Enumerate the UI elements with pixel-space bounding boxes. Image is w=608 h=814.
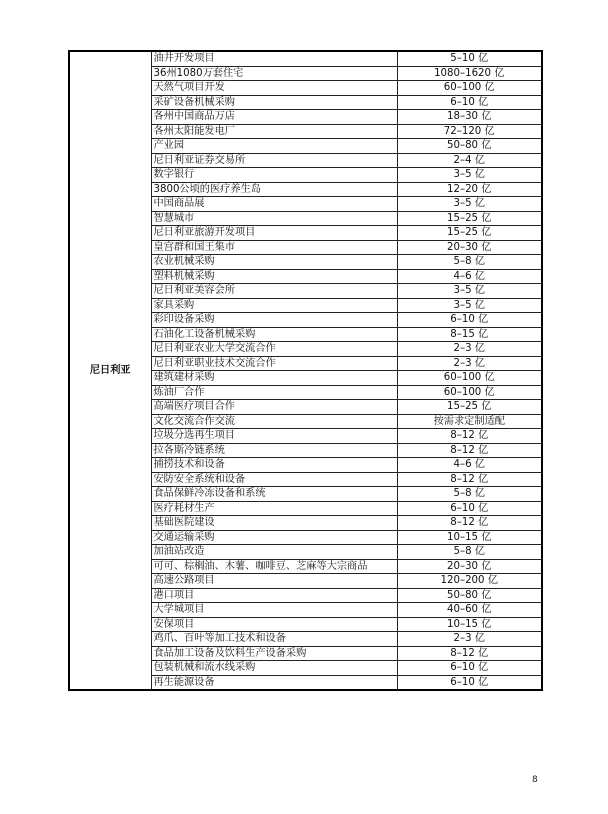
investment-amount-cell: 8–12 亿 — [397, 443, 542, 458]
investment-amount-cell: 2–4 亿 — [397, 153, 542, 168]
investment-amount-cell: 6–10 亿 — [397, 675, 542, 690]
project-name-cell: 食品保鲜冷冻设备和系统 — [151, 487, 397, 502]
investment-amount-cell: 4–6 亿 — [397, 458, 542, 473]
project-name-cell: 安保项目 — [151, 617, 397, 632]
investment-amount-cell: 20–30 亿 — [397, 559, 542, 574]
investment-amount-cell: 5–8 亿 — [397, 545, 542, 560]
investment-amount-cell: 15–25 亿 — [397, 400, 542, 415]
investment-amount-cell: 5–10 亿 — [397, 51, 542, 66]
project-name-cell: 农业机械采购 — [151, 255, 397, 270]
project-name-cell: 3800公顷的医疗养生岛 — [151, 182, 397, 197]
project-name-cell: 食品加工设备及饮料生产设备采购 — [151, 646, 397, 661]
investment-amount-cell: 3–5 亿 — [397, 168, 542, 183]
project-name-cell: 拉各斯冷链系统 — [151, 443, 397, 458]
project-name-cell: 捕捞技术和设备 — [151, 458, 397, 473]
investment-amount-cell: 3–5 亿 — [397, 197, 542, 212]
investment-amount-cell: 18–30 亿 — [397, 110, 542, 125]
investment-amount-cell: 8–12 亿 — [397, 472, 542, 487]
investment-amount-cell: 按需求定制适配 — [397, 414, 542, 429]
investment-amount-cell: 6–10 亿 — [397, 95, 542, 110]
investment-amount-cell: 3–5 亿 — [397, 298, 542, 313]
investment-amount-cell: 50–80 亿 — [397, 139, 542, 154]
project-name-cell: 再生能源设备 — [151, 675, 397, 690]
investment-amount-cell: 60–100 亿 — [397, 371, 542, 386]
project-name-cell: 炼油厂合作 — [151, 385, 397, 400]
project-name-cell: 各州太阳能发电厂 — [151, 124, 397, 139]
investment-amount-cell: 10–15 亿 — [397, 530, 542, 545]
country-cell: 尼日利亚 — [69, 51, 151, 690]
project-name-cell: 彩印设备采购 — [151, 313, 397, 328]
investment-amount-cell: 6–10 亿 — [397, 501, 542, 516]
project-name-cell: 高速公路项目 — [151, 574, 397, 589]
investment-amount-cell: 8–12 亿 — [397, 646, 542, 661]
project-name-cell: 文化交流合作交流 — [151, 414, 397, 429]
investment-amount-cell: 4–6 亿 — [397, 269, 542, 284]
project-name-cell: 大学城项目 — [151, 603, 397, 618]
project-name-cell: 塑料机械采购 — [151, 269, 397, 284]
investment-amount-cell: 60–100 亿 — [397, 385, 542, 400]
project-name-cell: 垃圾分选再生项目 — [151, 429, 397, 444]
investment-amount-cell: 3–5 亿 — [397, 284, 542, 299]
project-name-cell: 尼日利亚美容会所 — [151, 284, 397, 299]
investment-amount-cell: 12–20 亿 — [397, 182, 542, 197]
project-name-cell: 天然气项目开发 — [151, 81, 397, 96]
project-name-cell: 安防安全系统和设备 — [151, 472, 397, 487]
project-name-cell: 尼日利亚旅游开发项目 — [151, 226, 397, 241]
project-name-cell: 尼日利亚职业技术交流合作 — [151, 356, 397, 371]
projects-table-body — [69, 51, 542, 690]
project-name-cell: 基础医院建设 — [151, 516, 397, 531]
project-name-cell: 鸡爪、百叶等加工技术和设备 — [151, 632, 397, 647]
project-name-cell: 交通运输采购 — [151, 530, 397, 545]
page-number: 8 — [532, 775, 538, 785]
project-name-cell: 各州中国商品万店 — [151, 110, 397, 125]
investment-amount-cell: 5–8 亿 — [397, 487, 542, 502]
investment-amount-cell: 10–15 亿 — [397, 617, 542, 632]
project-name-cell: 港口项目 — [151, 588, 397, 603]
investment-amount-cell: 8–12 亿 — [397, 429, 542, 444]
project-name-cell: 智慧城市 — [151, 211, 397, 226]
investment-amount-cell: 15–25 亿 — [397, 211, 542, 226]
project-name-cell: 建筑建材采购 — [151, 371, 397, 386]
investment-amount-cell: 20–30 亿 — [397, 240, 542, 255]
projects-table — [68, 50, 543, 691]
investment-amount-cell: 2–3 亿 — [397, 356, 542, 371]
project-name-cell: 皇宫群和国王集市 — [151, 240, 397, 255]
project-name-cell: 数字银行 — [151, 168, 397, 183]
project-name-cell: 医疗耗材生产 — [151, 501, 397, 516]
investment-amount-cell: 1080–1620 亿 — [397, 66, 542, 81]
investment-amount-cell: 50–80 亿 — [397, 588, 542, 603]
project-name-cell: 包装机械和流水线采购 — [151, 661, 397, 676]
investment-amount-cell: 6–10 亿 — [397, 661, 542, 676]
investment-amount-cell: 60–100 亿 — [397, 81, 542, 96]
investment-amount-cell: 5–8 亿 — [397, 255, 542, 270]
investment-amount-cell: 2–3 亿 — [397, 342, 542, 357]
investment-amount-cell: 8–12 亿 — [397, 516, 542, 531]
investment-amount-cell: 40–60 亿 — [397, 603, 542, 618]
table-row — [69, 51, 542, 66]
investment-amount-cell: 120–200 亿 — [397, 574, 542, 589]
investment-amount-cell: 6–10 亿 — [397, 313, 542, 328]
investment-amount-cell: 2–3 亿 — [397, 632, 542, 647]
project-name-cell: 高端医疗项目合作 — [151, 400, 397, 415]
investment-amount-cell: 15–25 亿 — [397, 226, 542, 241]
project-name-cell: 家具采购 — [151, 298, 397, 313]
investment-amount-cell: 8–15 亿 — [397, 327, 542, 342]
project-name-cell: 加油站改造 — [151, 545, 397, 560]
project-name-cell: 中国商品展 — [151, 197, 397, 212]
project-name-cell: 36州1080万套住宅 — [151, 66, 397, 81]
project-name-cell: 产业园 — [151, 139, 397, 154]
project-name-cell: 油井开发项目 — [151, 51, 397, 66]
investment-amount-cell: 72–120 亿 — [397, 124, 542, 139]
project-name-cell: 可可、棕榈油、木薯、咖啡豆、芝麻等大宗商品 — [151, 559, 397, 574]
project-name-cell: 尼日利亚农业大学交流合作 — [151, 342, 397, 357]
project-name-cell: 尼日利亚证券交易所 — [151, 153, 397, 168]
project-name-cell: 石油化工设备机械采购 — [151, 327, 397, 342]
project-name-cell: 采矿设备机械采购 — [151, 95, 397, 110]
